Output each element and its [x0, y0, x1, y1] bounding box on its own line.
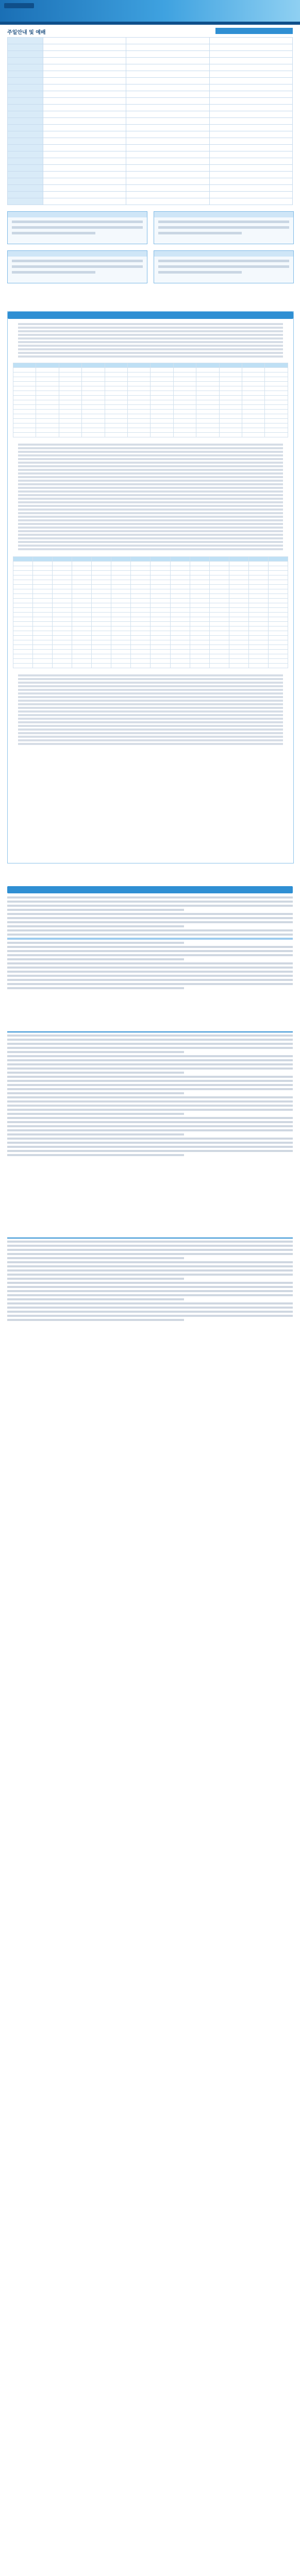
row-key [8, 44, 43, 51]
subsection-2-2 [13, 444, 288, 550]
info-box-left-title [8, 212, 147, 217]
table-row [8, 178, 293, 185]
row-value [43, 51, 126, 58]
table-row [8, 84, 293, 91]
row-value [43, 58, 126, 64]
info-box-right-2-title [154, 251, 293, 257]
table-row [8, 44, 293, 51]
section-4-body [7, 1035, 293, 1156]
table-row [8, 165, 293, 172]
subsection-2-1 [13, 323, 288, 358]
section-4-title [7, 1030, 293, 1032]
section-5 [7, 1236, 293, 1321]
publisher-logo [4, 3, 34, 8]
table-row [8, 198, 293, 205]
row-key [8, 58, 43, 64]
info-box-right-2 [154, 250, 294, 283]
info-box-left-2 [7, 250, 147, 283]
section-3-title [7, 886, 293, 893]
table-row [8, 105, 293, 111]
dense-grid-wrap [13, 556, 288, 668]
worship-info-title: 주일안내 및 예배 [7, 30, 46, 36]
section-3-body [7, 896, 293, 989]
top-banner [0, 0, 300, 25]
table-row [8, 111, 293, 118]
section-2-box [7, 311, 294, 863]
worship-info-tag [215, 28, 293, 34]
row-key [8, 51, 43, 58]
table-row [8, 71, 293, 78]
table-row [8, 58, 293, 64]
table-row [8, 78, 293, 84]
table-row [8, 91, 293, 98]
table-row [8, 158, 293, 165]
table-row [8, 64, 293, 71]
table-row [8, 51, 293, 58]
section-2-title [8, 312, 293, 319]
row-value [43, 38, 126, 44]
worship-order-table [7, 37, 293, 205]
info-box-right-title [154, 212, 293, 217]
row-value [43, 44, 126, 51]
roster-table-wrap [13, 363, 288, 437]
banner-stripe [0, 22, 300, 25]
table-row [8, 151, 293, 158]
table-row [8, 185, 293, 192]
info-box-left-2-title [8, 251, 147, 257]
section-5-body [7, 1241, 293, 1321]
section-3 [7, 886, 293, 989]
section-4 [7, 1030, 293, 1156]
row-key [8, 38, 43, 44]
table-row [8, 145, 293, 151]
table-row [8, 38, 293, 44]
table-row [8, 131, 293, 138]
table-row [8, 138, 293, 145]
table-row [8, 192, 293, 198]
table-row [8, 125, 293, 131]
info-box-left [7, 211, 147, 244]
dense-grid [13, 556, 288, 668]
roster-table [13, 363, 288, 437]
table-row [8, 98, 293, 105]
section-5-title [7, 1236, 293, 1239]
info-box-right [154, 211, 294, 244]
table-row [8, 172, 293, 178]
table-row [8, 118, 293, 125]
